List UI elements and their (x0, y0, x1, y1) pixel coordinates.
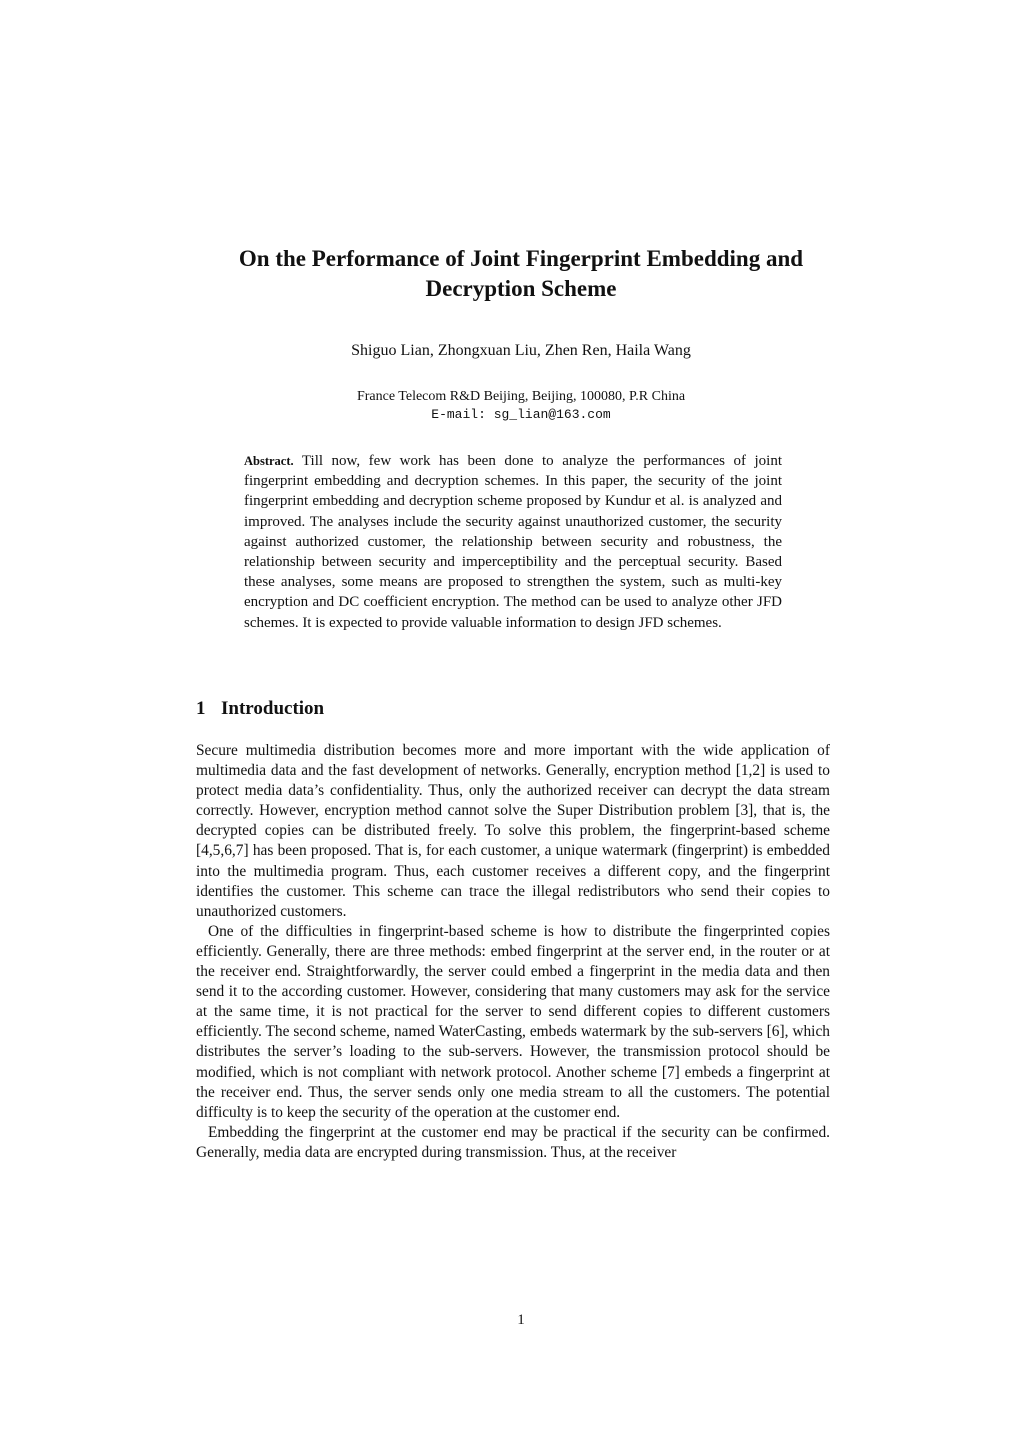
author-email: E-mail: sg_lian@163.com (431, 407, 611, 422)
abstract (244, 451, 782, 633)
abstract-label: Abstract. (244, 454, 294, 468)
section-heading (196, 697, 324, 721)
page-number: 1 (517, 1312, 525, 1328)
introduction-body (196, 741, 830, 1163)
section-title: Introduction (221, 698, 325, 719)
body-paragraph: Secure multimedia distribution becomes more and more important with the wide application of multimedia data and the fast development of networks. Generally, encryption method [1,2] is used to protect media data’s confidentiality. Thus, only the authorized receiver can decrypt the data stream correctly. However, encryption method cannot solve the Super Distribution problem [3], that is, the decrypted copies can be distributed freely. To solve this problem, the fingerprint-based scheme [4,5,6,7] has been proposed. That is, for each customer, a unique watermark (fingerprint) is embedded into the multimedia program. Thus, each customer receives a different copy, and the fingerprint identifies the customer. This scheme can trace the illegal redistributors who send their copies to unauthorized customers. (196, 742, 830, 920)
affiliation: France Telecom R&D Beijing, Beijing, 100080, P.R China (356, 389, 686, 404)
abstract-text: Till now, few work has been done to analyze the performances of joint fingerprint embedding and decryption schemes. In this paper, the security of the joint fingerprint embedding and decryption scheme proposed by Kundur et al. is analyzed and improved. The analyses include the security against unauthorized customer, the security against authorized customer, the relationship between security and robustness, the relationship between security and imperceptibility and the perceptual security. Based these analyses, some means are proposed to strengthen the system, such as multi-key encryption and DC coefficient encryption. The method can be used to analyze other JFD schemes. It is expected to provide valuable information to design JFD schemes. (244, 453, 783, 631)
body-paragraph: One of the difficulties in fingerprint-based scheme is how to distribute the fingerprinted copies efficiently. Generally, there are three methods: embed fingerprint at the server end, in the router or at the receiver end. Straightforwardly, the server could embed a fingerprint in the media data and then send it to the according customer. However, considering that many customers may ask for the service at the same time, it is not practical for the server to send different copies to different customers efficiently. The second scheme, named WaterCasting, embeds watermark by the sub-servers [6], which distributes the server’s loading to the sub-servers. However, the transmission protocol should be modified, which is not compliant with network protocol. Another scheme [7] embeds a fingerprint at the receiver end. Thus, the server sends only one media stream to all the customers. The potential difficulty is to keep the security of the operation at the customer end. (196, 922, 830, 1121)
body-paragraph: Embedding the fingerprint at the customer end may be practical if the security can be confirmed. Generally, media data are encrypted during transmission. Thus, at the receiver (196, 1123, 830, 1161)
section-number: 1 (196, 698, 206, 719)
author-list: Shiguo Lian, Zhongxuan Liu, Zhen Ren, Haila Wang (351, 342, 691, 359)
title-line-2: Decryption Scheme (425, 276, 617, 301)
paper-title (150, 244, 892, 304)
title-line-1: On the Performance of Joint Fingerprint Embedding and (238, 246, 804, 271)
